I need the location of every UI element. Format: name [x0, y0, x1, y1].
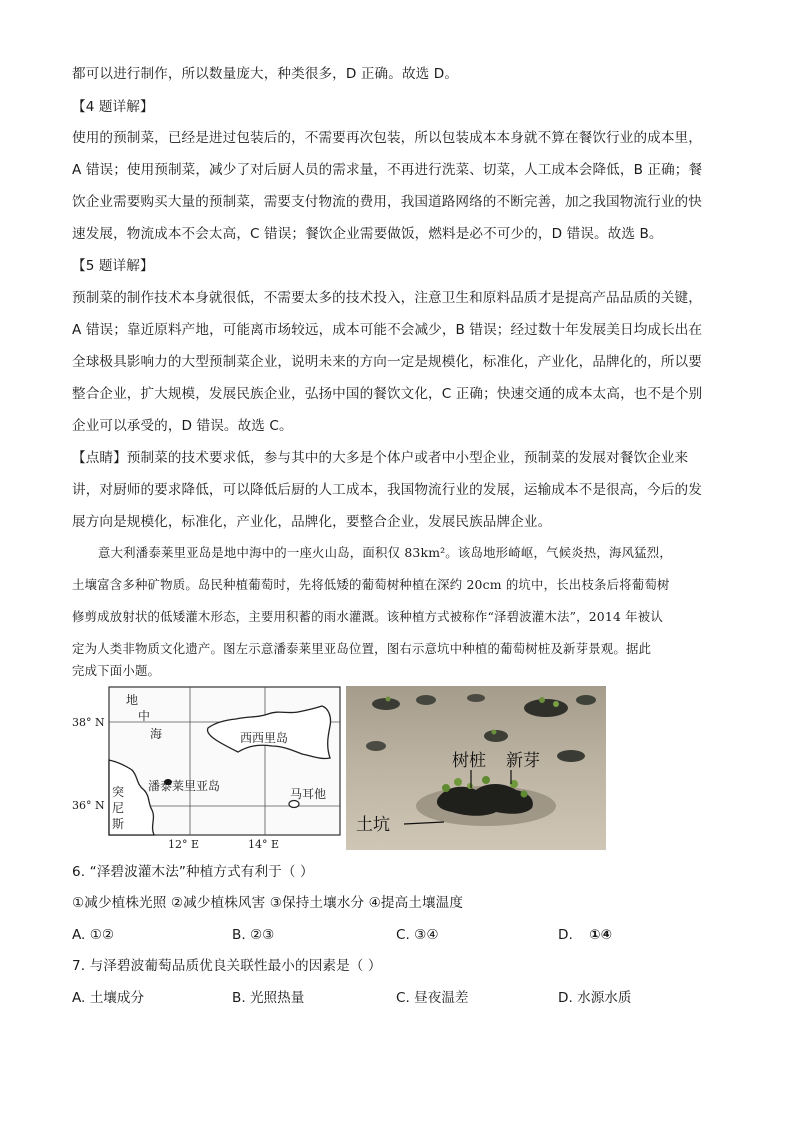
- malta-island: [289, 801, 299, 808]
- pantelleria-label: 潘泰莱里亚岛: [148, 779, 221, 793]
- paragraph-line: 【点睛】预制菜的技术要求低，参与其中的大多是个体户或者中小型企业，预制菜的发展对餐饮企业来: [72, 450, 689, 466]
- q6-option-d-value: ①④: [589, 927, 613, 943]
- q6-option-c[interactable]: C. ③④: [396, 927, 439, 943]
- passage-line: 土壤富含多种矿物质。岛民种植葡萄时，先将低矮的葡萄树种植在深约 20cm 的坑中，长出枝条后将葡萄树: [72, 577, 670, 592]
- q6-stem: 6. “泽碧波灌木法”种植方式有利于（ ）: [72, 864, 314, 880]
- vine-bush: [524, 699, 568, 717]
- paragraph-line: 都可以进行制作，所以数量庞大，种类很多，D 正确。故选 D。: [72, 66, 459, 82]
- vine-bush: [366, 741, 386, 751]
- sicily-label: 西西里岛: [240, 731, 289, 745]
- malta-label: 马耳他: [290, 787, 327, 801]
- paragraph-line: A 错误；靠近原料产地，可能离市场较远，成本可能不会减少，B 错误；经过数十年发展美日均成长出在: [72, 322, 703, 338]
- figure: [72, 686, 608, 852]
- paragraph-line: 企业可以承受的，D 错误。故选 C。: [72, 418, 293, 434]
- vine-bush: [557, 750, 585, 762]
- stump-label: 树桩: [452, 751, 486, 771]
- sea-label-3: 海: [150, 727, 163, 741]
- lon-14e-label: 14° E: [248, 838, 280, 851]
- location-map: [108, 686, 341, 852]
- sea-label-2: 中: [138, 709, 151, 723]
- passage-line: 意大利潘泰莱里亚岛是地中海中的一座火山岛，面积仅 83km²。该岛地形崎岖，气候炎热，海风猛烈，: [98, 545, 672, 560]
- paragraph-line: 速发展，物流成本不会太高，C 错误；餐饮企业需要做饭，燃料是必不可少的，D 错误。故选 B。: [72, 226, 663, 242]
- q7-option-a[interactable]: A. 土壤成分: [72, 990, 145, 1006]
- sprout-label: 新芽: [506, 751, 540, 771]
- pit-label: 土坑: [356, 815, 390, 835]
- passage-line: 修剪成放射状的低矮灌木形态，主要用积蓄的雨水灌溉。该种植方式被称作“泽碧波灌木法”，2014 年被认: [72, 609, 663, 624]
- q7-option-b[interactable]: B. 光照热量: [232, 990, 305, 1006]
- section-heading-q4: 【4 题详解】: [72, 99, 154, 115]
- paragraph-line: 全球极具影响力的大型预制菜企业，说明未来的方向一定是规模化，标准化，产业化，品牌化的，所以要: [72, 354, 702, 370]
- tunisia-label-1: 突: [112, 785, 125, 799]
- sea-label-1: 地: [126, 693, 139, 707]
- q7-option-d[interactable]: D. 水源水质: [558, 990, 632, 1006]
- vineyard-photo: [346, 686, 606, 850]
- q6-statements: ①减少植株光照 ②减少植株风害 ③保持土壤水分 ④提高土壤温度: [72, 895, 464, 911]
- q6-option-d[interactable]: [558, 925, 612, 945]
- tunisia-label-3: 斯: [112, 817, 125, 831]
- vine-bush: [576, 695, 596, 705]
- paragraph-line: 预制菜的制作技术本身就很低，不需要太多的技术投入，注意卫生和原料品质才是提高产品品质的关键，: [72, 290, 702, 306]
- paragraph-line: 展方向是规模化，标准化，产业化，品牌化，要整合企业，发展民族品牌企业。: [72, 514, 552, 530]
- paragraph-line: A 错误；使用预制菜，减少了对后厨人员的需求量，不再进行洗菜、切菜，人工成本会降低，B 正确；餐: [72, 162, 703, 178]
- paragraph-line: 饮企业需要购买大量的预制菜，需要支付物流的费用，我国道路网络的不断完善，加之我国物流行业的快: [72, 194, 702, 210]
- vine-bush: [416, 695, 436, 705]
- q6-option-b[interactable]: B. ②③: [232, 927, 275, 943]
- q6-option-a[interactable]: A. ①②: [72, 927, 115, 943]
- q6-option-d-label: D.: [558, 927, 573, 943]
- section-heading-q5: 【5 题详解】: [72, 258, 154, 274]
- lat-38n-label: 38° N: [72, 716, 105, 729]
- paragraph-line: 使用的预制菜，已经是进过包装后的，不需要再次包装，所以包装成本本身就不算在餐饮行业的成本里，: [72, 130, 702, 146]
- passage-line: 完成下面小题。: [72, 663, 161, 678]
- passage-line: 定为人类非物质文化遗产。图左示意潘泰莱里亚岛位置，图右示意坑中种植的葡萄树桩及新芽景观。据此: [72, 641, 652, 656]
- q7-option-c[interactable]: C. 昼夜温差: [396, 990, 469, 1006]
- q7-stem: 7. 与泽碧波葡萄品质优良关联性最小的因素是（ ）: [72, 958, 382, 974]
- tunisia-label-2: 尼: [112, 801, 125, 815]
- paragraph-line: 讲，对厨师的要求降低，可以降低后厨的人工成本，我国物流行业的发展，运输成本不是很高，今后的发: [72, 482, 702, 498]
- lon-12e-label: 12° E: [168, 838, 200, 851]
- lat-36n-label: 36° N: [72, 799, 105, 812]
- vine-bush: [467, 694, 485, 702]
- paragraph-line: 整合企业，扩大规模，发展民族企业，弘扬中国的餐饮文化，C 正确；快速交通的成本太高，也不是个别: [72, 386, 703, 402]
